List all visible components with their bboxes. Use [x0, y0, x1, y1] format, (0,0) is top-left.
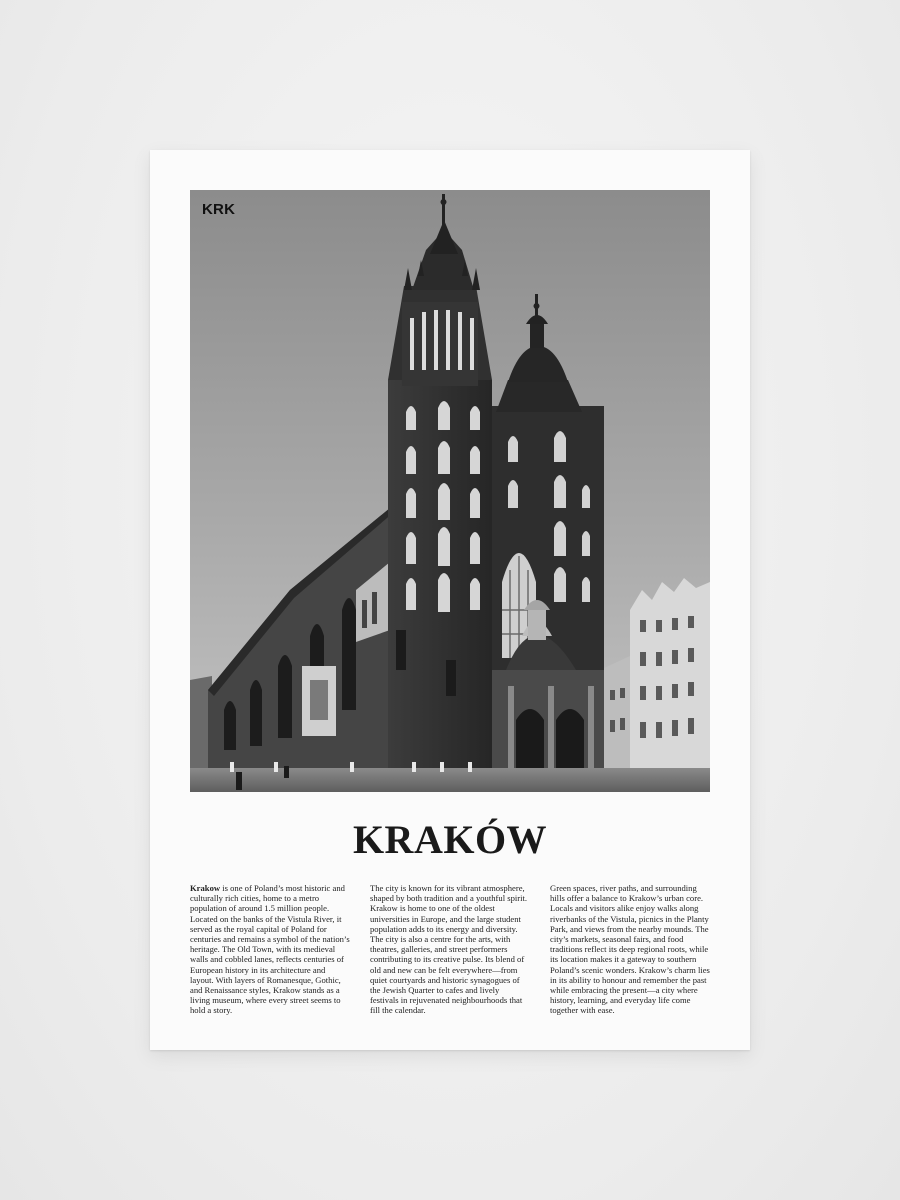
column-1-lead: Krakow [190, 883, 221, 893]
column-1-body: is one of Poland’s most historic and culturally rich cities, home to a metro population of around 1.5 million people. Located on the banks of the Vistula River, it served as the royal capital of Poland for centuries and remains a symbol of the nation’s heritage. The Old Town, with its medieval walls and cobbled lanes, reflects centuries of European history in its architecture and layout. With layers of Romanesque, Gothic, and Renaissance styles, Krakow stands as a living museum, where every street seems to hold a story. [190, 883, 350, 1016]
text-column-3 [550, 883, 710, 1016]
text-column-1 [190, 883, 350, 1016]
poster-title: KRAKÓW [352, 817, 548, 862]
column-3-body: Green spaces, river paths, and surrounding hills offer a balance to Krakow’s urban core. Locals and visitors alike enjoy walks along riverbanks of the Vistula, picnics in the Planty Park, and views from the nearby mounds. The city’s markets, seasonal fairs, and food traditions reflect its deep regional roots, while its location makes it a gateway to southern Poland’s scenic wonders. Krakow’s charm lies in its ability to honour and remember the past while embracing the present—a city where history, learning, and everyday life come together with ease. [550, 883, 710, 1016]
basilica-illustration [190, 190, 710, 792]
basilica-photo [190, 190, 710, 792]
market-square-ground [190, 768, 710, 792]
airport-code: KRK [202, 201, 236, 218]
column-2-body: The city is known for its vibrant atmosphere, shaped by both tradition and a youthful spirit. Krakow is home to one of the oldest universities in Europe, and the large student population adds to its energy and diversity. The city is also a centre for the arts, with theatres, galleries, and street performers contributing to its creative pulse. Its blend of old and new can be felt everywhere—from quiet courtyards and historic synagogues of the Jewish Quarter to cafes and lively festivals in rejuvenated neighbourhoods that fill the calendar. [370, 883, 528, 1016]
text-columns [190, 883, 710, 1016]
poster [150, 150, 750, 1050]
text-column-2 [370, 883, 530, 1016]
